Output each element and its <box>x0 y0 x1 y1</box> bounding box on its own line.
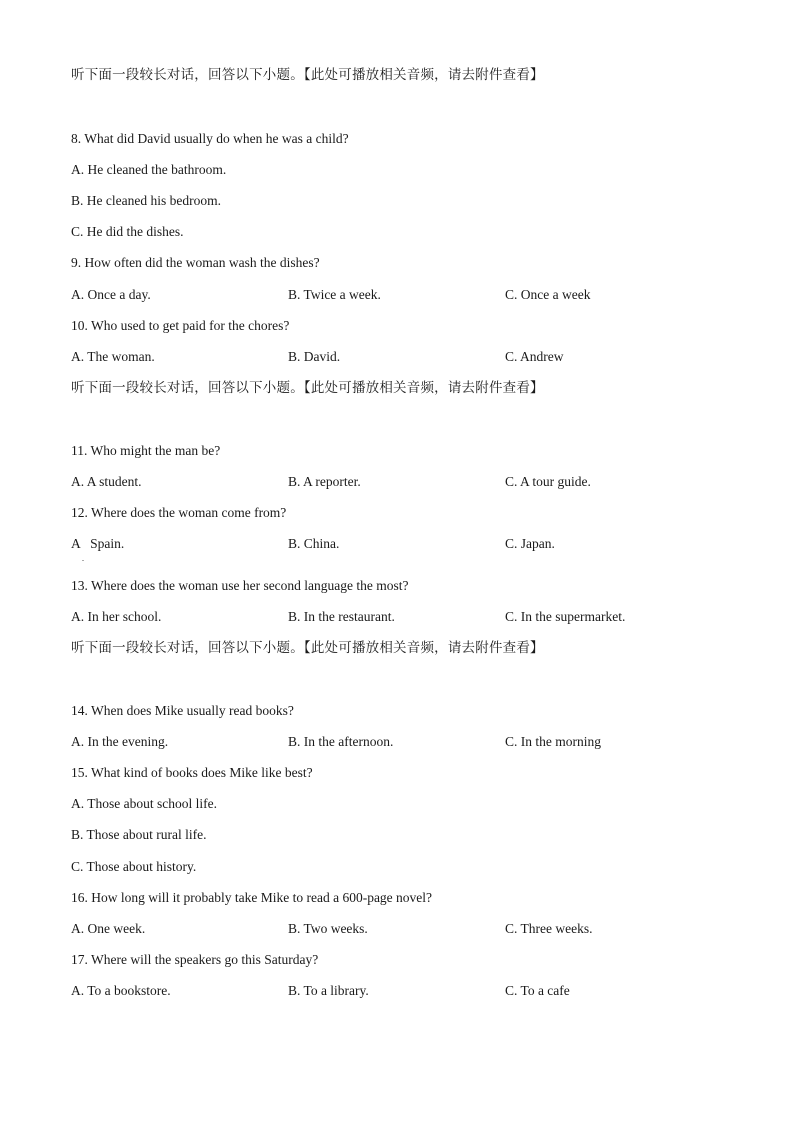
question-11-option-b: B. A reporter. <box>288 474 361 489</box>
question-14-options <box>71 734 751 750</box>
question-8-option-c: C. He did the dishes. <box>71 224 184 239</box>
section-instruction-3: 听下面一段较长对话，回答以下小题。【此处可播放相关音频，请去附件查看】 <box>71 640 544 656</box>
question-17-option-b: B. To a library. <box>288 983 369 998</box>
question-10: 10. Who used to get paid for the chores? <box>71 318 290 333</box>
question-8-option-b: B. He cleaned his bedroom. <box>71 193 221 208</box>
question-17-option-a: A. To a bookstore. <box>71 983 171 998</box>
question-15-option-a: A. Those about school life. <box>71 796 217 811</box>
question-13-option-c: C. In the supermarket. <box>505 609 626 624</box>
question-10-option-a: A. The woman. <box>71 349 155 364</box>
question-9-option-a: A. Once a day. <box>71 287 151 302</box>
question-15-option-b: B. Those about rural life. <box>71 827 207 842</box>
question-9-options <box>71 287 751 303</box>
question-9: 9. How often did the woman wash the dishes? <box>71 255 320 270</box>
question-14-option-c: C. In the morning <box>505 734 601 749</box>
question-14-option-a: A. In the evening. <box>71 734 169 749</box>
section-instruction-2: 听下面一段较长对话，回答以下小题。【此处可播放相关音频，请去附件查看】 <box>71 380 544 396</box>
question-13: 13. Where does the woman use her second language the most? <box>71 578 409 593</box>
question-11-option-a: A. A student. <box>71 474 142 489</box>
section-instruction-1: 听下面一段较长对话，回答以下小题。【此处可播放相关音频，请去附件查看】 <box>71 67 544 83</box>
question-16-options <box>71 921 751 937</box>
question-11-options <box>71 474 751 490</box>
question-13-option-a: A. In her school. <box>71 609 162 624</box>
question-16: 16. How long will it probably take Mike to read a 600-page novel? <box>71 890 433 905</box>
question-17-options <box>71 983 751 999</box>
question-17-option-c: C. To a cafe <box>505 983 570 998</box>
question-10-option-c: C. Andrew <box>505 349 564 364</box>
question-11: 11. Who might the man be? <box>71 443 221 458</box>
question-12-option-b: B. China. <box>288 536 340 551</box>
question-16-option-c: C. Three weeks. <box>505 921 593 936</box>
question-9-option-c: C. Once a week <box>505 287 591 302</box>
question-13-option-b: B. In the restaurant. <box>288 609 395 624</box>
question-10-option-b: B. David. <box>288 349 341 364</box>
question-8: 8. What did David usually do when he was a child? <box>71 131 349 146</box>
question-14: 14. When does Mike usually read books? <box>71 703 294 718</box>
question-14-option-b: B. In the afternoon. <box>288 734 394 749</box>
question-16-option-b: B. Two weeks. <box>288 921 368 936</box>
stray-dot-mark: . <box>82 554 84 563</box>
question-12-options <box>71 536 751 552</box>
question-11-option-c: C. A tour guide. <box>505 474 591 489</box>
question-9-option-b: B. Twice a week. <box>288 287 381 302</box>
question-15-option-c: C. Those about history. <box>71 859 197 874</box>
question-12-option-a: A Spain. <box>71 536 125 551</box>
question-10-options <box>71 349 751 365</box>
question-13-options <box>71 609 751 625</box>
question-12: 12. Where does the woman come from? <box>71 505 287 520</box>
question-16-option-a: A. One week. <box>71 921 146 936</box>
question-17: 17. Where will the speakers go this Saturday? <box>71 952 319 967</box>
question-15: 15. What kind of books does Mike like best? <box>71 765 313 780</box>
question-8-option-a: A. He cleaned the bathroom. <box>71 162 227 177</box>
question-12-option-c: C. Japan. <box>505 536 555 551</box>
